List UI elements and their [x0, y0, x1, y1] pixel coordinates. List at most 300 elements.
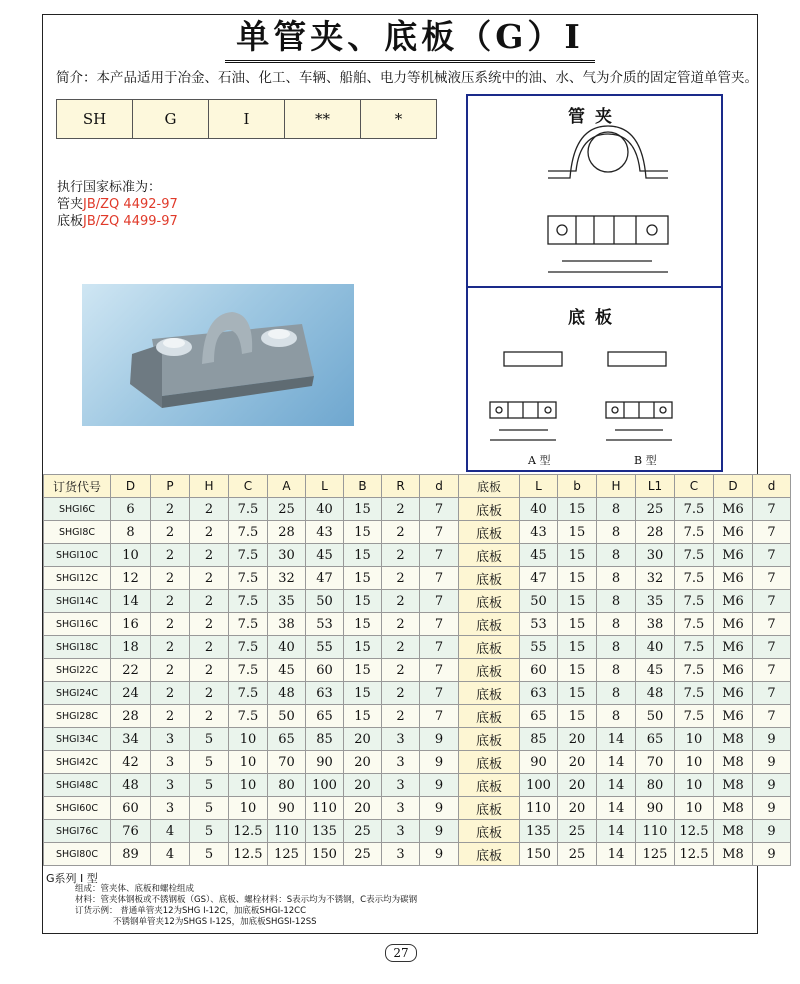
- table-cell: 90: [636, 797, 675, 820]
- table-row: [44, 843, 791, 866]
- table-cell: 8: [597, 498, 636, 521]
- table-cell: 底板: [459, 843, 520, 866]
- table-cell: 7: [420, 567, 459, 590]
- table-cell: 3: [382, 774, 420, 797]
- table-cell: 2: [382, 590, 420, 613]
- table-cell: 底板: [459, 613, 520, 636]
- table-cell: 14: [597, 843, 636, 866]
- table-cell: 50: [636, 705, 675, 728]
- table-cell: 125: [636, 843, 675, 866]
- table-cell: 14: [597, 751, 636, 774]
- table-cell: 2: [190, 636, 229, 659]
- table-cell: 53: [520, 613, 558, 636]
- table-cell: M8: [714, 820, 753, 843]
- table-cell: 7.5: [675, 521, 714, 544]
- table-cell: 7.5: [229, 613, 268, 636]
- order-code-cell: SHGI8C: [44, 521, 111, 544]
- table-cell: 7.5: [229, 544, 268, 567]
- col-header: d: [420, 475, 459, 498]
- col-header: A: [268, 475, 306, 498]
- table-cell: 9: [753, 843, 791, 866]
- col-header: C: [675, 475, 714, 498]
- table-cell: 4: [151, 820, 190, 843]
- table-cell: M6: [714, 544, 753, 567]
- table-cell: 15: [344, 590, 382, 613]
- table-cell: 28: [268, 521, 306, 544]
- table-cell: 35: [636, 590, 675, 613]
- table-cell: 2: [382, 498, 420, 521]
- table-cell: 7.5: [229, 659, 268, 682]
- table-cell: M6: [714, 498, 753, 521]
- table-cell: 65: [520, 705, 558, 728]
- table-cell: 3: [151, 797, 190, 820]
- table-cell: 50: [306, 590, 344, 613]
- table-cell: 25: [636, 498, 675, 521]
- table-cell: 2: [190, 544, 229, 567]
- table-cell: 7: [753, 659, 791, 682]
- table-cell: 2: [190, 682, 229, 705]
- code-cell: G: [133, 100, 209, 139]
- table-cell: 7: [753, 613, 791, 636]
- table-cell: 38: [636, 613, 675, 636]
- table-cell: 43: [520, 521, 558, 544]
- table-cell: 65: [306, 705, 344, 728]
- table-cell: 9: [420, 797, 459, 820]
- table-cell: 8: [597, 544, 636, 567]
- table-row: [44, 590, 791, 613]
- table-cell: 底板: [459, 521, 520, 544]
- table-cell: 10: [229, 774, 268, 797]
- table-cell: 5: [190, 843, 229, 866]
- table-cell: 15: [344, 705, 382, 728]
- table-cell: M8: [714, 843, 753, 866]
- order-code-table: [56, 99, 437, 139]
- table-cell: 63: [306, 682, 344, 705]
- table-cell: 7: [753, 498, 791, 521]
- table-cell: 底板: [459, 751, 520, 774]
- table-cell: 28: [111, 705, 151, 728]
- col-header: H: [190, 475, 229, 498]
- table-cell: 2: [382, 705, 420, 728]
- table-cell: 7.5: [229, 682, 268, 705]
- table-cell: 90: [520, 751, 558, 774]
- table-cell: M8: [714, 728, 753, 751]
- table-cell: 65: [636, 728, 675, 751]
- table-cell: 7.5: [675, 636, 714, 659]
- table-row: [44, 521, 791, 544]
- table-cell: 40: [306, 498, 344, 521]
- table-cell: 3: [151, 751, 190, 774]
- table-cell: 150: [306, 843, 344, 866]
- table-cell: 7: [420, 682, 459, 705]
- table-cell: 8: [597, 682, 636, 705]
- table-cell: 48: [111, 774, 151, 797]
- table-cell: 18: [111, 636, 151, 659]
- table-cell: 15: [558, 521, 597, 544]
- table-cell: 15: [558, 613, 597, 636]
- table-cell: 2: [190, 590, 229, 613]
- table-cell: 2: [382, 636, 420, 659]
- table-cell: 15: [344, 682, 382, 705]
- table-cell: 15: [558, 498, 597, 521]
- table-row: [44, 705, 791, 728]
- table-cell: 7: [753, 590, 791, 613]
- table-cell: M8: [714, 774, 753, 797]
- table-cell: 150: [520, 843, 558, 866]
- table-cell: 8: [111, 521, 151, 544]
- table-cell: 14: [597, 820, 636, 843]
- table-cell: 底板: [459, 797, 520, 820]
- table-cell: 45: [636, 659, 675, 682]
- table-cell: 110: [306, 797, 344, 820]
- standard-plate: 底板JB/ZQ 4499-97: [57, 214, 178, 229]
- table-row: [44, 659, 791, 682]
- table-cell: 3: [382, 820, 420, 843]
- table-cell: 7: [753, 636, 791, 659]
- table-cell: 12.5: [229, 820, 268, 843]
- table-row: [44, 567, 791, 590]
- table-cell: 2: [190, 659, 229, 682]
- table-cell: 2: [151, 544, 190, 567]
- table-cell: 14: [597, 797, 636, 820]
- plate-diagram-title: 底板: [568, 308, 622, 328]
- table-cell: 7: [753, 544, 791, 567]
- table-cell: 48: [268, 682, 306, 705]
- table-cell: M8: [714, 797, 753, 820]
- table-cell: 2: [151, 705, 190, 728]
- col-header: L: [520, 475, 558, 498]
- table-row: [44, 820, 791, 843]
- table-row: [44, 774, 791, 797]
- standards-block: [57, 179, 178, 230]
- table-cell: 2: [151, 590, 190, 613]
- col-header: d: [753, 475, 791, 498]
- order-code-cell: SHGI60C: [44, 797, 111, 820]
- order-code-cell: SHGI76C: [44, 820, 111, 843]
- table-cell: 9: [420, 820, 459, 843]
- table-cell: 80: [268, 774, 306, 797]
- table-cell: M6: [714, 682, 753, 705]
- col-header: b: [558, 475, 597, 498]
- table-cell: 9: [420, 751, 459, 774]
- table-cell: 7: [753, 682, 791, 705]
- table-cell: M6: [714, 590, 753, 613]
- order-code-cell: SHGI6C: [44, 498, 111, 521]
- table-cell: 7.5: [229, 705, 268, 728]
- table-cell: 40: [636, 636, 675, 659]
- table-cell: M6: [714, 636, 753, 659]
- table-cell: 10: [675, 774, 714, 797]
- table-cell: 12: [111, 567, 151, 590]
- table-cell: 4: [151, 843, 190, 866]
- table-cell: 85: [520, 728, 558, 751]
- table-cell: 45: [268, 659, 306, 682]
- table-cell: 60: [111, 797, 151, 820]
- table-cell: 55: [520, 636, 558, 659]
- standards-heading: 执行国家标准为：: [57, 180, 162, 195]
- table-cell: 2: [151, 659, 190, 682]
- page-title: 单管夹、底板（G）I: [225, 14, 595, 63]
- table-cell: 14: [597, 774, 636, 797]
- table-cell: 25: [344, 820, 382, 843]
- table-row: [44, 498, 791, 521]
- table-cell: 70: [268, 751, 306, 774]
- table-cell: 110: [268, 820, 306, 843]
- table-cell: 9: [753, 751, 791, 774]
- table-cell: 20: [344, 751, 382, 774]
- table-cell: 125: [268, 843, 306, 866]
- table-cell: 3: [382, 728, 420, 751]
- table-cell: 25: [558, 820, 597, 843]
- order-code-cell: SHGI34C: [44, 728, 111, 751]
- table-cell: 2: [151, 636, 190, 659]
- table-cell: 3: [382, 797, 420, 820]
- table-cell: 15: [558, 590, 597, 613]
- table-cell: 50: [520, 590, 558, 613]
- table-cell: 底板: [459, 498, 520, 521]
- table-cell: 7: [420, 659, 459, 682]
- table-cell: 7.5: [229, 498, 268, 521]
- table-cell: 10: [229, 797, 268, 820]
- table-cell: 7: [753, 567, 791, 590]
- table-cell: 6: [111, 498, 151, 521]
- table-cell: 53: [306, 613, 344, 636]
- table-cell: 135: [306, 820, 344, 843]
- table-cell: 5: [190, 797, 229, 820]
- code-cell: **: [285, 100, 361, 139]
- clamp-diagram-title: 管夹: [568, 107, 622, 127]
- table-cell: 底板: [459, 820, 520, 843]
- table-cell: 34: [111, 728, 151, 751]
- table-cell: 8: [597, 705, 636, 728]
- table-cell: 2: [382, 659, 420, 682]
- table-cell: 底板: [459, 705, 520, 728]
- table-cell: 12.5: [675, 820, 714, 843]
- table-cell: 2: [190, 498, 229, 521]
- note-line: 订货示例： 普通单管夹12为SHG I-12C，加底板SHGI-12CC: [75, 906, 307, 916]
- table-row: [44, 613, 791, 636]
- table-cell: 7: [420, 544, 459, 567]
- table-cell: 7.5: [675, 659, 714, 682]
- table-cell: 20: [558, 728, 597, 751]
- table-cell: 65: [268, 728, 306, 751]
- table-cell: 7.5: [675, 567, 714, 590]
- table-cell: 110: [520, 797, 558, 820]
- table-cell: 2: [382, 567, 420, 590]
- series-label: G系列 I 型: [46, 872, 98, 885]
- type-b-label: B 型: [634, 454, 657, 467]
- table-cell: 10: [675, 751, 714, 774]
- table-cell: 底板: [459, 774, 520, 797]
- table-cell: 8: [597, 636, 636, 659]
- order-code-cell: SHGI24C: [44, 682, 111, 705]
- table-cell: 10: [229, 751, 268, 774]
- note-line: 不锈钢单管夹12为SHGS I-12S，加底板SHGSI-12SS: [113, 917, 317, 927]
- table-cell: 20: [558, 797, 597, 820]
- table-cell: M6: [714, 613, 753, 636]
- table-cell: 30: [268, 544, 306, 567]
- table-cell: M6: [714, 521, 753, 544]
- spec-table-body: [44, 498, 791, 866]
- table-cell: 底板: [459, 659, 520, 682]
- table-cell: 15: [344, 659, 382, 682]
- table-cell: 7: [753, 705, 791, 728]
- table-cell: 15: [558, 659, 597, 682]
- table-cell: 8: [597, 613, 636, 636]
- table-cell: 20: [344, 774, 382, 797]
- table-cell: 15: [344, 544, 382, 567]
- table-cell: 15: [558, 705, 597, 728]
- table-cell: 85: [306, 728, 344, 751]
- table-cell: 3: [382, 751, 420, 774]
- table-cell: 7.5: [675, 590, 714, 613]
- col-header: L: [306, 475, 344, 498]
- note-line: 材料：管夹体钢板或不锈钢板（GS）、底板、螺栓材料：S表示均为不锈钢，C表示均为碳钢: [75, 895, 418, 905]
- col-header: 底板: [459, 475, 520, 498]
- product-photo: [82, 284, 354, 426]
- table-cell: 9: [753, 728, 791, 751]
- table-cell: 20: [558, 774, 597, 797]
- table-cell: 9: [753, 820, 791, 843]
- table-cell: 2: [151, 567, 190, 590]
- table-cell: 38: [268, 613, 306, 636]
- table-cell: 15: [344, 567, 382, 590]
- table-cell: 7.5: [229, 567, 268, 590]
- table-cell: 20: [558, 751, 597, 774]
- table-cell: 70: [636, 751, 675, 774]
- type-a-label: A 型: [528, 454, 551, 467]
- table-cell: 9: [753, 797, 791, 820]
- order-code-cell: SHGI48C: [44, 774, 111, 797]
- table-cell: 50: [268, 705, 306, 728]
- order-code-cell: SHGI28C: [44, 705, 111, 728]
- note-line: 组成：管夹体、底板和螺栓组成: [75, 884, 195, 894]
- table-cell: 100: [306, 774, 344, 797]
- table-cell: 100: [520, 774, 558, 797]
- table-cell: 15: [344, 498, 382, 521]
- table-cell: 12.5: [229, 843, 268, 866]
- table-cell: 135: [520, 820, 558, 843]
- table-cell: 45: [520, 544, 558, 567]
- table-cell: 7: [420, 521, 459, 544]
- table-cell: 110: [636, 820, 675, 843]
- table-cell: 15: [558, 682, 597, 705]
- table-cell: 25: [268, 498, 306, 521]
- table-cell: 90: [268, 797, 306, 820]
- notes-block: [75, 884, 417, 928]
- table-cell: 底板: [459, 567, 520, 590]
- table-cell: 7: [753, 521, 791, 544]
- table-cell: 底板: [459, 728, 520, 751]
- table-cell: 25: [344, 843, 382, 866]
- col-header: C: [229, 475, 268, 498]
- table-cell: 7: [420, 498, 459, 521]
- table-cell: 9: [420, 843, 459, 866]
- table-cell: 8: [597, 521, 636, 544]
- table-cell: 63: [520, 682, 558, 705]
- table-cell: 24: [111, 682, 151, 705]
- table-cell: 40: [520, 498, 558, 521]
- col-header: B: [344, 475, 382, 498]
- table-cell: M6: [714, 705, 753, 728]
- table-cell: 76: [111, 820, 151, 843]
- table-cell: 15: [558, 636, 597, 659]
- table-cell: 15: [344, 521, 382, 544]
- table-cell: 40: [268, 636, 306, 659]
- table-cell: 2: [190, 705, 229, 728]
- col-header: L1: [636, 475, 675, 498]
- order-code-cell: SHGI14C: [44, 590, 111, 613]
- table-cell: 15: [558, 567, 597, 590]
- table-cell: 14: [597, 728, 636, 751]
- table-cell: 底板: [459, 682, 520, 705]
- table-cell: 8: [597, 590, 636, 613]
- col-header: D: [714, 475, 753, 498]
- table-cell: 2: [382, 613, 420, 636]
- table-cell: 47: [306, 567, 344, 590]
- intro-text: 简介：本产品适用于冶金、石油、化工、车辆、船舶、电力等机械液压系统中的油、水、气为介质的固定管道单管夹。: [56, 70, 758, 86]
- code-cell: *: [361, 100, 437, 139]
- order-code-cell: SHGI22C: [44, 659, 111, 682]
- table-cell: 60: [520, 659, 558, 682]
- table-cell: 28: [636, 521, 675, 544]
- diagram-panel: [466, 94, 723, 472]
- table-cell: 7: [420, 613, 459, 636]
- table-cell: 15: [558, 544, 597, 567]
- table-cell: 2: [382, 521, 420, 544]
- table-cell: 2: [382, 682, 420, 705]
- col-header: P: [151, 475, 190, 498]
- table-cell: 15: [344, 636, 382, 659]
- table-cell: 2: [151, 682, 190, 705]
- table-cell: 20: [344, 728, 382, 751]
- table-cell: 2: [382, 544, 420, 567]
- col-header: D: [111, 475, 151, 498]
- spec-table: [43, 474, 791, 866]
- table-cell: 8: [597, 567, 636, 590]
- table-cell: 7.5: [675, 705, 714, 728]
- table-cell: M6: [714, 567, 753, 590]
- table-cell: 48: [636, 682, 675, 705]
- table-cell: 底板: [459, 636, 520, 659]
- table-cell: 7.5: [675, 613, 714, 636]
- code-cell: I: [209, 100, 285, 139]
- table-cell: 9: [753, 774, 791, 797]
- table-cell: 9: [420, 728, 459, 751]
- table-cell: 89: [111, 843, 151, 866]
- table-cell: 10: [675, 797, 714, 820]
- table-cell: 10: [111, 544, 151, 567]
- table-cell: 47: [520, 567, 558, 590]
- table-cell: 7.5: [229, 590, 268, 613]
- table-cell: 8: [597, 659, 636, 682]
- table-cell: 3: [382, 843, 420, 866]
- table-cell: 22: [111, 659, 151, 682]
- table-cell: 25: [558, 843, 597, 866]
- table-cell: 7.5: [229, 636, 268, 659]
- table-cell: 32: [268, 567, 306, 590]
- table-cell: 43: [306, 521, 344, 544]
- table-cell: M6: [714, 659, 753, 682]
- table-cell: 底板: [459, 590, 520, 613]
- table-cell: 14: [111, 590, 151, 613]
- order-code-cell: SHGI12C: [44, 567, 111, 590]
- order-code-cell: SHGI42C: [44, 751, 111, 774]
- table-cell: 7: [420, 590, 459, 613]
- table-cell: 7.5: [675, 544, 714, 567]
- table-cell: 15: [344, 613, 382, 636]
- table-cell: 5: [190, 820, 229, 843]
